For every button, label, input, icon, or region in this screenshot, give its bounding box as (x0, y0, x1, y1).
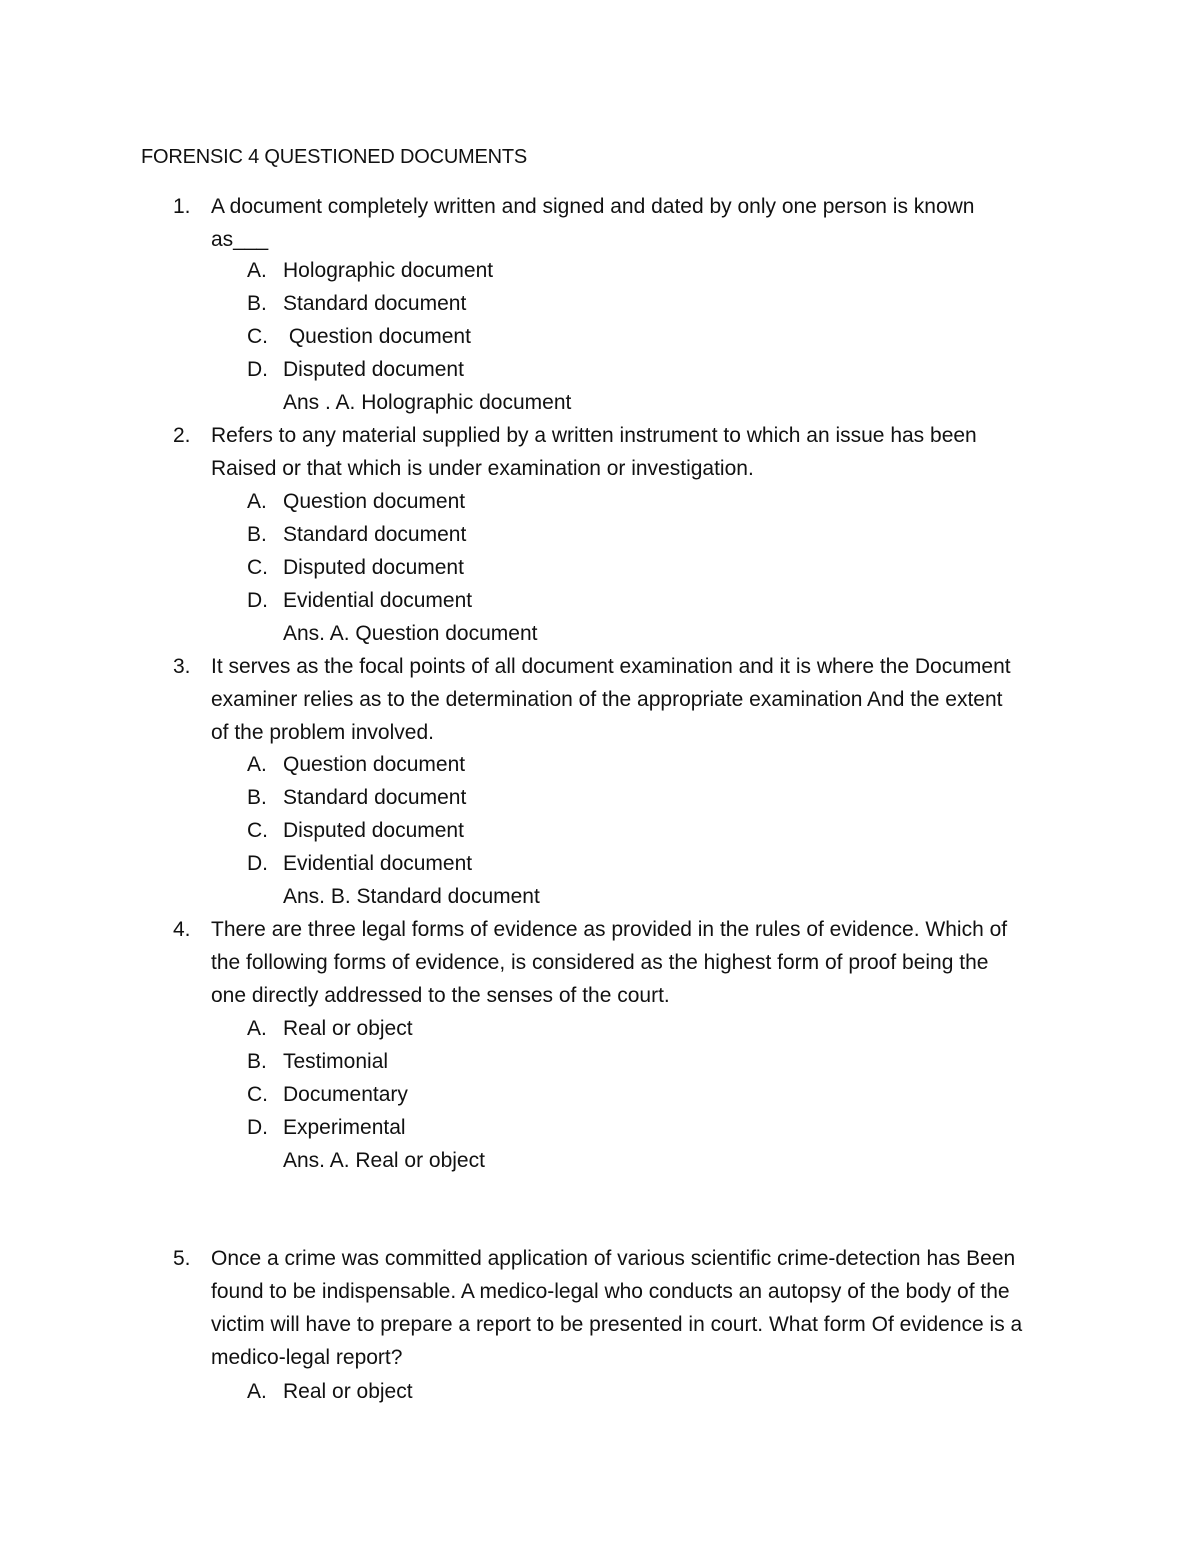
option-letter: B. (247, 1050, 267, 1073)
option-text: Question document (283, 753, 466, 776)
option-a (0, 1012, 1200, 1045)
option-letter: D. (247, 1116, 268, 1139)
question-text: Refers to any material supplied by a written instrument to which an issue has been Raised or that which is under examination or investigation. (211, 424, 977, 480)
option-c (0, 814, 1200, 847)
option-text: Testimonial (283, 1050, 389, 1073)
option-letter: B. (247, 786, 267, 809)
option-b (0, 1045, 1200, 1078)
option-d (0, 1111, 1200, 1144)
option-letter: B. (247, 292, 267, 315)
option-text: Evidential document (283, 852, 473, 875)
option-text: Experimental (283, 1116, 406, 1139)
option-letter: D. (247, 358, 268, 381)
option-letter: C. (247, 1083, 268, 1106)
question-text: There are three legal forms of evidence as provided in the rules of evidence. Which of the following forms of evidence, is considered as the highest form of proof being the one directly addressed to the senses of the court. (211, 918, 1008, 1007)
option-text: Disputed document (283, 819, 464, 842)
option-letter: A. (247, 259, 267, 282)
option-letter: A. (247, 753, 267, 776)
option-b (0, 781, 1200, 814)
option-text: Question document (283, 325, 471, 348)
option-text: Real or object (283, 1380, 413, 1403)
option-letter: D. (247, 852, 268, 875)
answer-line: Ans. B. Standard document (283, 885, 540, 908)
question-number: 4. (173, 918, 191, 941)
option-d (0, 584, 1200, 617)
option-a (0, 748, 1200, 781)
question-text: A document completely written and signed and dated by only one person is known as___ (211, 195, 975, 251)
option-text: Standard document (283, 523, 467, 546)
question-number: 2. (173, 424, 191, 447)
option-text: Disputed document (283, 556, 464, 579)
option-letter: D. (247, 589, 268, 612)
option-letter: A. (247, 1017, 267, 1040)
option-text: Documentary (283, 1083, 408, 1106)
option-text: Standard document (283, 786, 467, 809)
question-text: It serves as the focal points of all document examination and it is where the Document examiner relies as to the determination of the appropriate examination And the extent of the problem involved. (211, 655, 1011, 744)
question-number: 3. (173, 655, 191, 678)
option-letter: C. (247, 819, 268, 842)
option-text: Disputed document (283, 358, 464, 381)
option-letter: A. (247, 1380, 267, 1403)
option-a (0, 485, 1200, 518)
question-text: Once a crime was committed application of various scientific crime-detection has Been found to be indispensable. A medico-legal who conducts an autopsy of the body of the victim will have to prepare a report to be presented in court. What form Of evidence is a medico-legal report? (211, 1247, 1023, 1369)
answer-line: Ans. A. Question document (283, 622, 538, 645)
option-letter: C. (247, 325, 268, 348)
option-text: Question document (283, 490, 466, 513)
option-text: Standard document (283, 292, 467, 315)
option-text: Holographic document (283, 259, 494, 282)
option-c (0, 1078, 1200, 1111)
option-letter: B. (247, 523, 267, 546)
option-a (0, 254, 1200, 287)
option-letter: A. (247, 490, 267, 513)
question-number: 5. (173, 1247, 191, 1270)
option-c (0, 320, 1200, 353)
option-d (0, 847, 1200, 880)
option-b (0, 287, 1200, 320)
document-title: FORENSIC 4 QUESTIONED DOCUMENTS (141, 146, 528, 168)
option-text: Evidential document (283, 589, 473, 612)
question-number: 1. (173, 195, 191, 218)
option-text: Real or object (283, 1017, 413, 1040)
answer-line: Ans. A. Real or object (283, 1149, 485, 1172)
option-d (0, 353, 1200, 386)
answer-line: Ans . A. Holographic document (283, 391, 572, 414)
option-b (0, 518, 1200, 551)
option-letter: C. (247, 556, 268, 579)
option-c (0, 551, 1200, 584)
option-a (0, 1375, 1200, 1408)
